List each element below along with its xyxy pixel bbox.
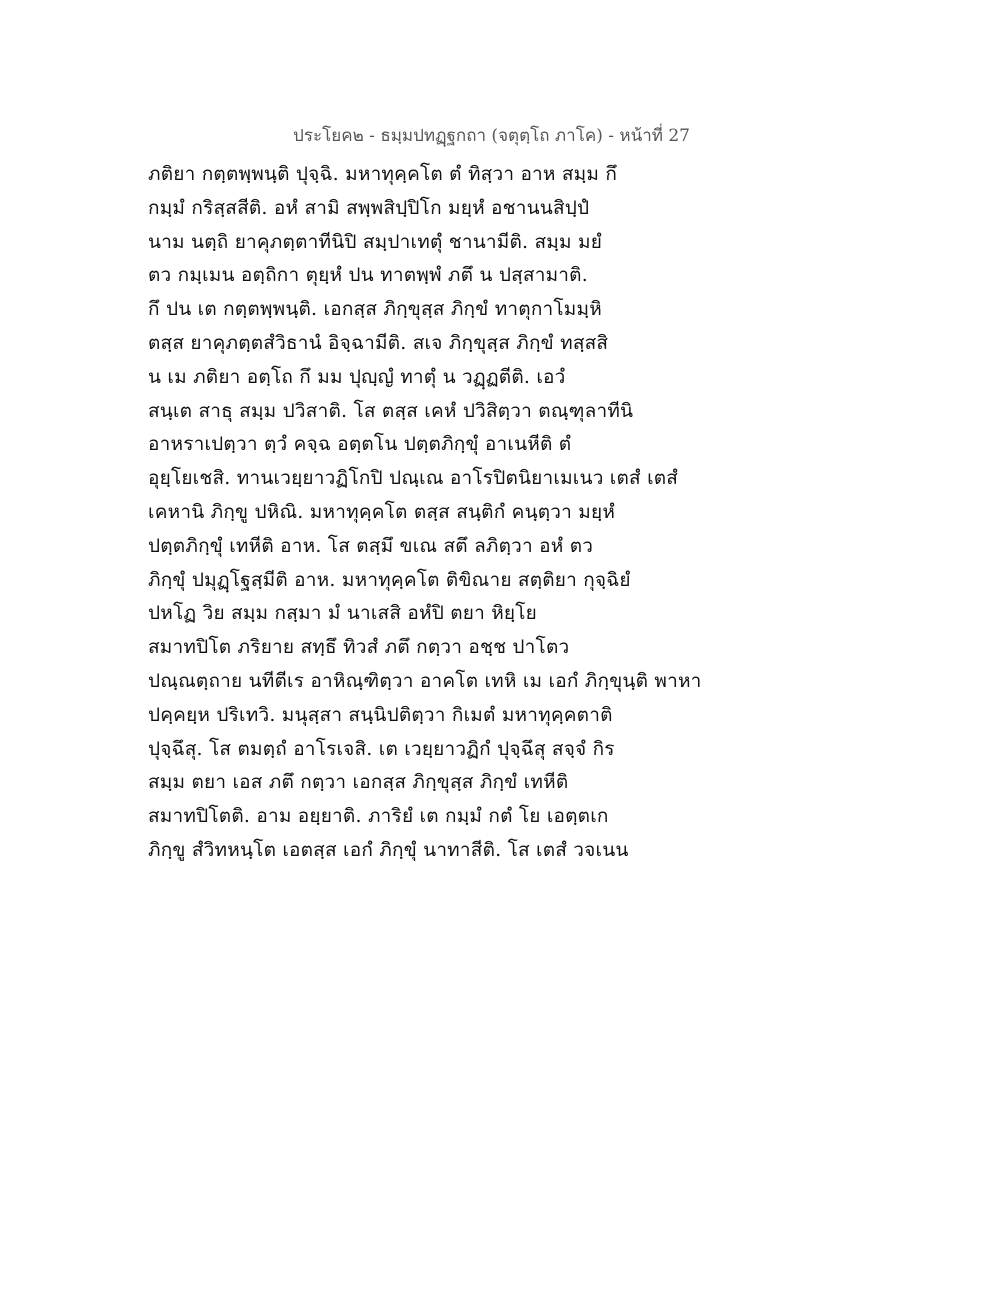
text-line: น เม ภติยา อตฺโถ กึ มม ปุญฺญํ ทาตุํ น วฏฺฏตีติ. เอวํ	[148, 365, 566, 388]
text-line: สมาทปิโต ภริยาย สทฺธึ ทิวสํ ภตึ กตฺวา อชฺช ปาโตว	[148, 636, 570, 659]
text-line: อาหราเปตฺวา ตฺวํ คจฺฉ อตฺตโน ปตฺตภิกฺขุํ อาเนหีติ ตํ	[148, 433, 572, 456]
text-line: ภิกฺขุํ ปมุฏฺโฐสฺมีติ อาห. มหาทุคฺคโต ติขิณาย สตฺติยา กุจฺฉิยํ	[148, 568, 631, 591]
text-line: ปตฺตภิกฺขุํ เทหีติ อาห. โส ตสฺมึ ขเณ สตึ ลภิตฺวา อหํ ตว	[148, 534, 594, 557]
text-line: นาม นตฺถิ ยาคุภตฺตาทีนิปิ สมฺปาเทตุํ ชานามีติ. สมฺม มยํ	[148, 230, 603, 253]
text-line: กึ ปน เต กตฺตพฺพนฺติ. เอกสฺส ภิกฺขุสฺส ภิกฺขํ ทาตุกาโมมฺหิ	[148, 298, 602, 321]
text-line: ตว กมฺเมน อตฺถิกา ตุยฺหํ ปน ทาตพฺพํ ภตึ น ปสฺสามาติ.	[148, 264, 588, 287]
text-line: ภติยา กตฺตพฺพนฺติ ปุจฺฉิ. มหาทุคฺคโต ตํ ทิสฺวา อาห สมฺม กึ	[148, 163, 618, 185]
text-line: ปณฺณตฺถาย นทีตีเร อาหิณฺฑิตฺวา อาคโต เทหิ เม เอกํ ภิกฺขุนฺติ พาหา	[148, 669, 702, 692]
body-text	[148, 158, 708, 868]
running-header: ประโยค๒ - ธมฺมปทฏฺฐกถา (จตุตฺโถ ภาโค) - หน้าที่ 27	[293, 126, 690, 146]
text-line: อุยฺโยเชสิ. ทานเวยฺยาวฏิโกปิ ปณฺเณ อาโรปิตนิยาเมเนว เตสํ เตสํ	[148, 467, 679, 490]
text-line: ปหโฏ วิย สมฺม กสฺมา มํ นาเสสิ อหํปิ ตยา หิยฺโย	[148, 602, 538, 625]
text-line: ตสฺส ยาคุภตฺตสํวิธานํ อิจฺฉามีติ. สเจ ภิกฺขุสฺส ภิกฺขํ ทสฺสสิ	[148, 331, 609, 354]
text-line: ภิกฺขู สํวิทหนฺโต เอตสฺส เอกํ ภิกฺขุํ นาทาสีติ. โส เตสํ วจเนน	[148, 838, 629, 861]
text-line: ปคฺคยฺห ปริเทวิ. มนุสฺสา สนฺนิปติตฺวา กิเมตํ มหาทุคฺคตาติ	[148, 703, 613, 726]
text-line: สมาทปิโตติ. อาม อยฺยาติ. ภาริยํ เต กมฺมํ กตํ โย เอตฺตเก	[148, 805, 609, 828]
text-line: สนฺเต สาธุ สมฺม ปวิสาติ. โส ตสฺส เคหํ ปวิสิตฺวา ตณฺฑุลาทีนิ	[148, 399, 634, 422]
text-line: ปุจฺฉึสุ. โส ตมตฺถํ อาโรเจสิ. เต เวยฺยาวฏิกํ ปุจฺฉึสุ สจฺจํ กิร	[148, 737, 615, 760]
text-line: เคหานิ ภิกฺขู ปหิณิ. มหาทุคฺคโต ตสฺส สนฺติกํ คนฺตฺวา มยฺหํ	[148, 500, 616, 523]
text-line: กมฺมํ กริสฺสสีติ. อหํ สามิ สพฺพสิปฺปิโก มยฺหํ อชานนสิปฺปํ	[148, 196, 590, 219]
text-line: สมฺม ตยา เอส ภตึ กตฺวา เอกสฺส ภิกฺขุสฺส ภิกฺขํ เทหีติ	[148, 771, 569, 794]
